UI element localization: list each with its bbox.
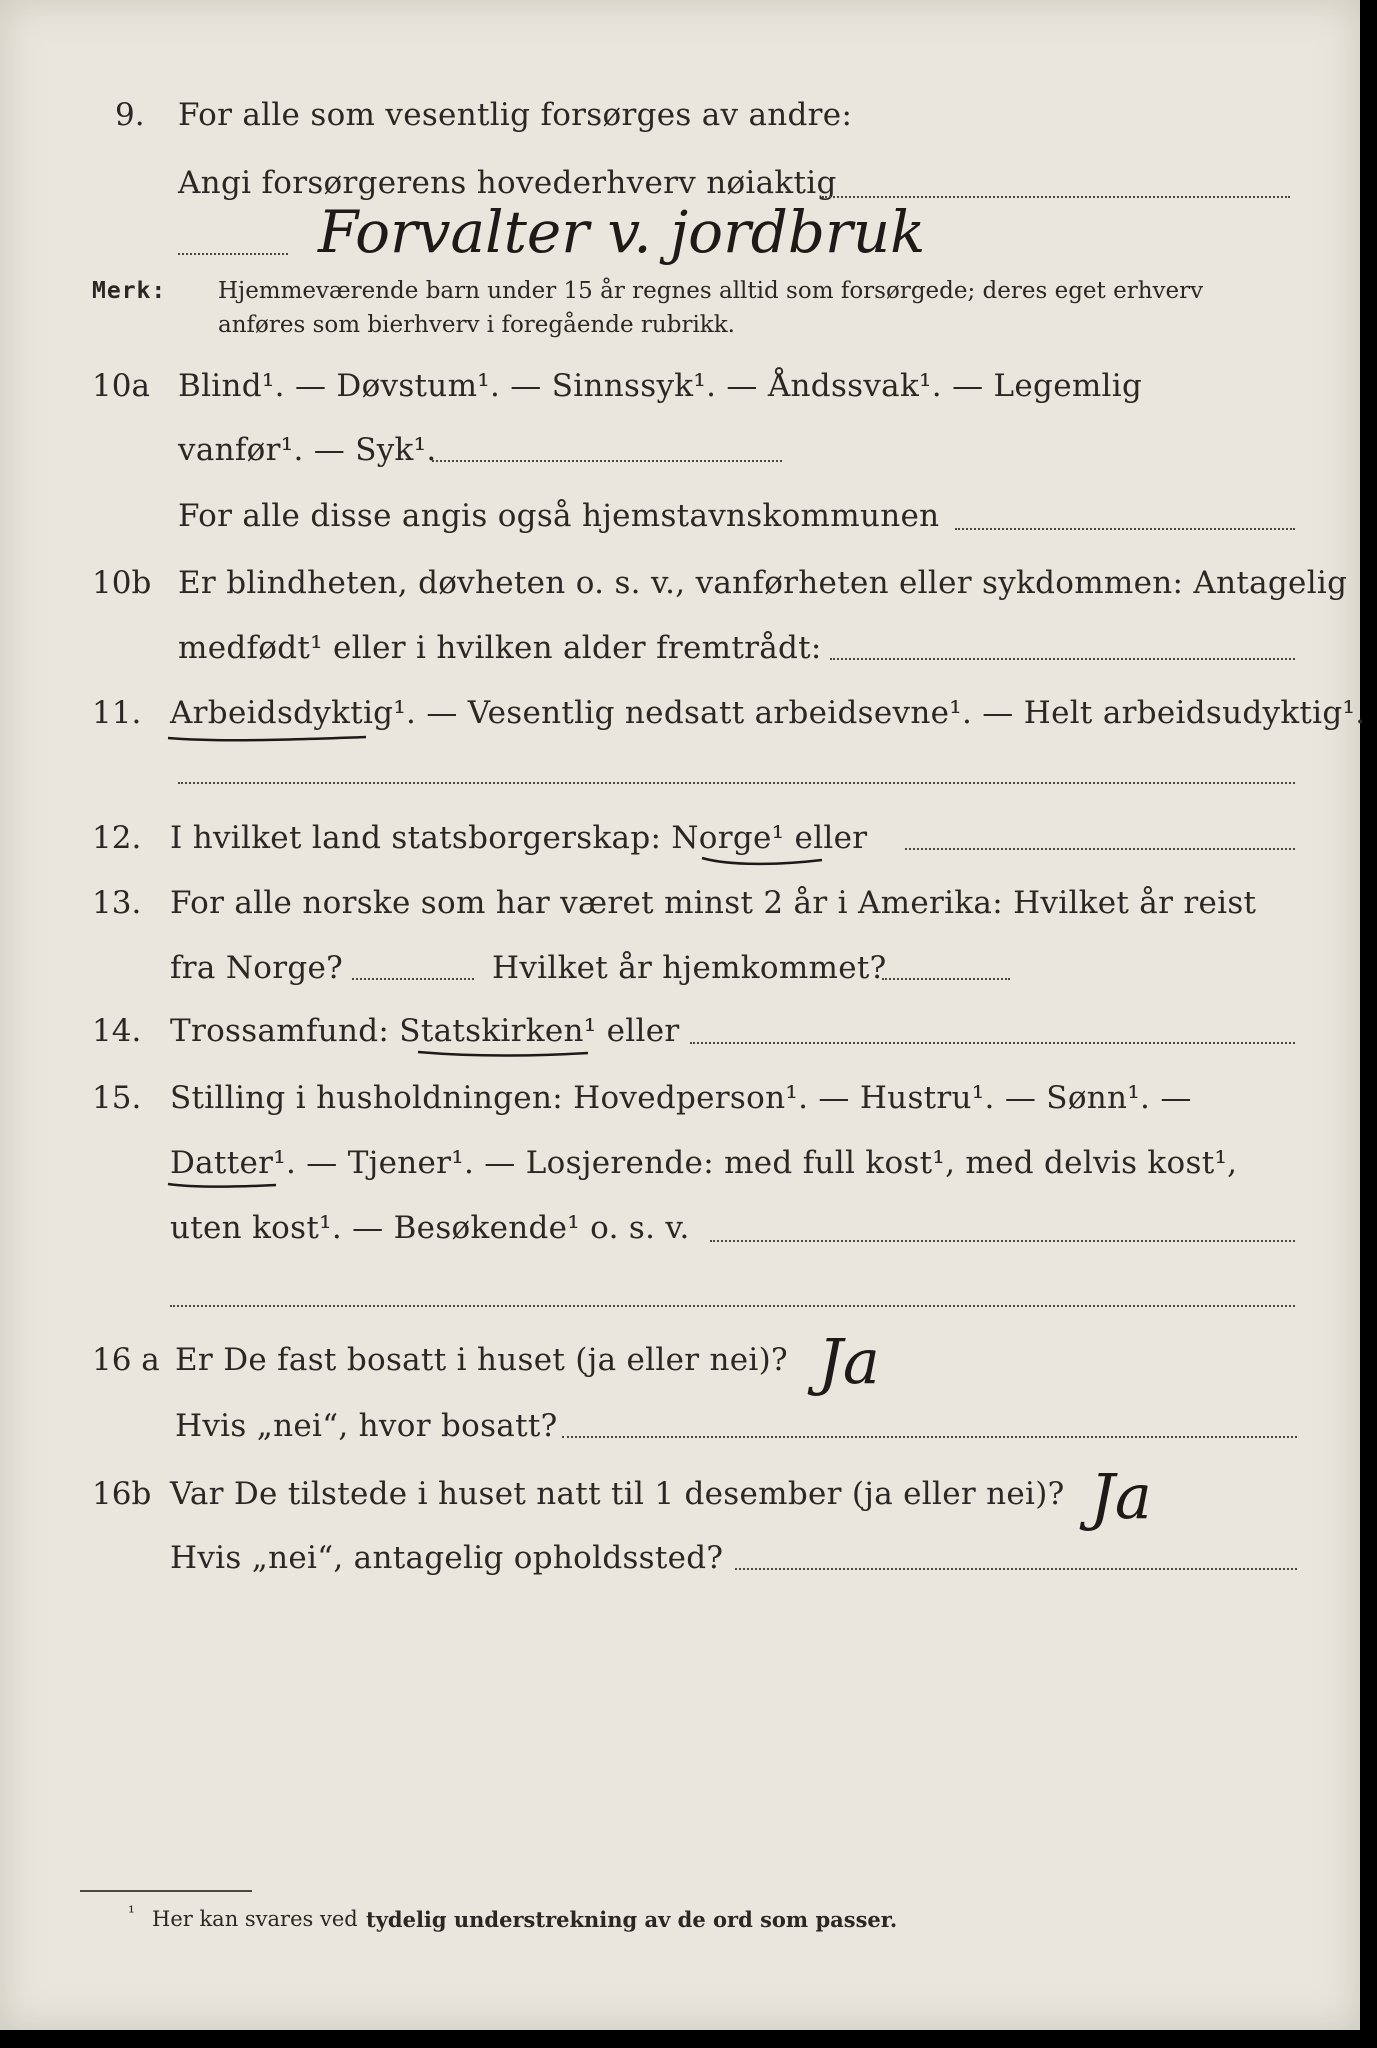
q13-line2a: fra Norge? — [170, 950, 344, 986]
q9-line2: Angi forsørgerens hovederhverv nøiaktig — [178, 165, 837, 201]
q10a-fill-line-1 — [432, 460, 782, 462]
footnote-marker: ¹ — [128, 1903, 135, 1923]
q14-fill-line — [690, 1042, 1295, 1044]
q15-fill-line-1 — [710, 1240, 1295, 1242]
q15-line2: Datter¹. — Tjener¹. — Losjerende: med full kost¹, med delvis kost¹, — [170, 1145, 1238, 1181]
q13-fill-line-1 — [352, 978, 474, 980]
q16a-line1: Er De fast bosatt i huset (ja eller nei)? — [175, 1342, 788, 1378]
q16b-handwritten-answer: Ja — [1090, 1460, 1152, 1533]
q10a-fill-line-2 — [955, 528, 1295, 530]
q11-number: 11. — [92, 695, 142, 731]
q15-handwritten-underline — [166, 1176, 286, 1196]
q15-fill-line-2 — [170, 1305, 1295, 1307]
footnote-text-bold: tydelig understrekning av de ord som passer. — [366, 1907, 898, 1932]
footnote-rule — [80, 1890, 252, 1892]
q10b-fill-line — [830, 658, 1295, 660]
q11-fill-line — [178, 782, 1295, 784]
q15-line3: uten kost¹. — Besøkende¹ o. s. v. — [170, 1210, 690, 1246]
q16b-line1: Var De tilstede i huset natt til 1 desember (ja eller nei)? — [170, 1476, 1065, 1512]
q9-number: 9. — [115, 97, 145, 133]
q16a-fill-line — [562, 1436, 1297, 1438]
q16a-handwritten-answer: Ja — [818, 1325, 880, 1398]
q14-handwritten-underline — [416, 1044, 596, 1064]
q13-fill-line-2 — [882, 978, 1010, 980]
q12-fill-line — [905, 848, 1295, 850]
q16b-number: 16b — [92, 1476, 152, 1512]
q16b-line2: Hvis „nei“, antagelig opholdssted? — [170, 1540, 724, 1576]
merk-line2: anføres som bierhverv i foregående rubrikk. — [218, 312, 735, 338]
q15-line1: Stilling i husholdningen: Hovedperson¹. — Hustru¹. — Sønn¹. — — [170, 1080, 1192, 1116]
q10b-number: 10b — [92, 565, 152, 601]
q10b-line2: medfødt¹ eller i hvilken alder fremtrådt: — [178, 630, 822, 666]
q10a-line3: For alle disse angis også hjemstavnskommunen — [178, 498, 940, 534]
q14-line1: Trossamfund: Statskirken¹ eller — [170, 1013, 680, 1049]
merk-line1: Hjemmeværende barn under 15 år regnes alltid som forsørgede; deres eget erhverv — [218, 278, 1204, 304]
q13-line2b: Hvilket år hjemkommet? — [492, 950, 887, 986]
q9-line1: For alle som vesentlig forsørges av andre: — [178, 97, 853, 133]
q12-line1: I hvilket land statsborgerskap: Norge¹ eller — [170, 820, 868, 856]
q10b-line1: Er blindheten, døvheten o. s. v., vanførheten eller sykdommen: Antagelig — [178, 565, 1348, 601]
q14-number: 14. — [92, 1013, 142, 1049]
q16a-line2: Hvis „nei“, hvor bosatt? — [175, 1408, 558, 1444]
q13-line1: For alle norske som har været minst 2 år i Amerika: Hvilket år reist — [170, 885, 1257, 921]
q12-handwritten-underline — [700, 850, 830, 874]
q9-handwritten-answer: Forvalter v. jordbruk — [318, 198, 926, 266]
footnote-text-plain: Her kan svares ved — [152, 1907, 358, 1931]
q10a-line2: vanfør¹. — Syk¹. — [178, 432, 437, 468]
q11-line1: Arbeidsdyktig¹. — Vesentlig nedsatt arbeidsevne¹. — Helt arbeidsudyktig¹. — [170, 695, 1366, 731]
merk-label: Merk: — [92, 278, 167, 304]
q16a-number: 16 a — [92, 1342, 160, 1378]
q10a-line1: Blind¹. — Døvstum¹. — Sinnssyk¹. — Åndssvak¹. — Legemlig — [178, 368, 1143, 404]
q12-number: 12. — [92, 820, 142, 856]
q9-answer-lead-line — [178, 253, 288, 255]
q11-handwritten-underline — [166, 728, 376, 748]
q15-number: 15. — [92, 1080, 142, 1116]
q16b-fill-line — [735, 1568, 1297, 1570]
q13-number: 13. — [92, 885, 142, 921]
q10a-number: 10a — [92, 368, 150, 404]
